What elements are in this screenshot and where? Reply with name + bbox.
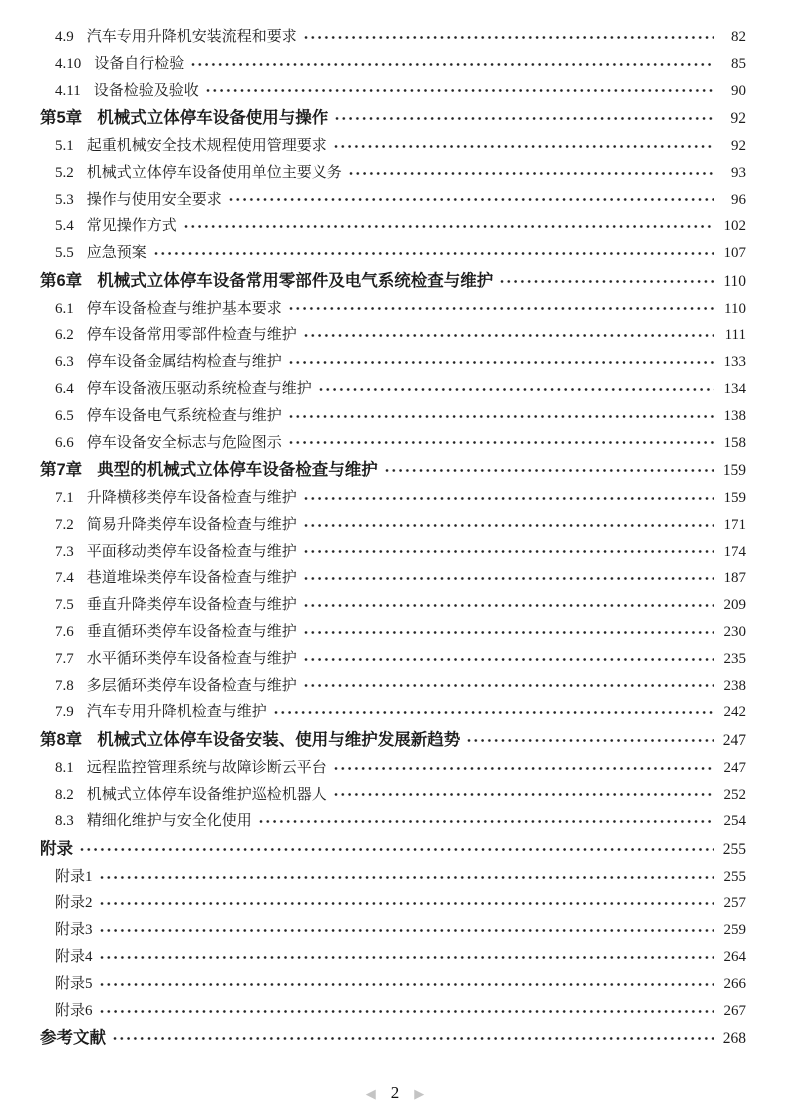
pagination xyxy=(0,1083,790,1103)
toc-entry-page: 209 xyxy=(723,597,746,614)
toc-entry-number: 7.2 xyxy=(55,516,74,533)
toc-entry-page: 247 xyxy=(722,732,746,750)
toc-entry-number: 6.3 xyxy=(55,354,74,371)
toc-entry-title: 常见操作方式 xyxy=(86,218,177,235)
toc-dot-leader xyxy=(303,628,714,637)
toc-list xyxy=(40,24,746,1053)
toc-entry-number: 8.3 xyxy=(55,813,74,830)
toc-dot-leader xyxy=(499,277,714,286)
toc-entry-title: 平面移动类停车设备检查与维护 xyxy=(86,543,297,560)
toc-entry-page: 257 xyxy=(723,895,746,912)
toc-entry-page: 102 xyxy=(723,218,746,235)
toc-dot-leader xyxy=(79,845,714,854)
toc-entry-title: 参考文献 xyxy=(40,1029,106,1048)
toc-entry-title: 精细化维护与安全化使用 xyxy=(86,813,252,830)
toc-entry-title: 停车设备金属结构检查与维护 xyxy=(86,354,282,371)
toc-entry-number: 7.6 xyxy=(55,623,74,640)
toc-entry-title: 附录6 xyxy=(55,1002,93,1019)
toc-entry xyxy=(40,78,746,105)
toc-entry-number: 8.2 xyxy=(55,786,74,803)
toc-entry-title: 附录4 xyxy=(55,949,93,966)
toc-entry-number: 7.4 xyxy=(55,570,74,587)
toc-dot-leader xyxy=(205,86,714,95)
toc-entry-number: 4.9 xyxy=(55,29,74,45)
toc-entry-number: 7.3 xyxy=(55,543,74,560)
toc-dot-leader xyxy=(303,601,714,610)
toc-entry-title: 机械式立体停车设备维护巡检机器人 xyxy=(86,786,327,803)
toc-entry-page: 107 xyxy=(723,245,746,262)
toc-entry xyxy=(40,835,746,864)
toc-entry-page: 92 xyxy=(730,110,746,128)
toc-entry-title: 附录2 xyxy=(55,895,93,912)
toc-dot-leader xyxy=(258,817,714,826)
toc-dot-leader xyxy=(333,764,714,773)
toc-entry-number: 7.8 xyxy=(55,677,74,694)
toc-dot-leader xyxy=(303,521,714,530)
toc-entry-title: 附录1 xyxy=(55,868,93,885)
toc-entry-title: 停车设备安全标志与危险图示 xyxy=(86,434,282,451)
toc-entry xyxy=(40,673,746,700)
toc-entry-page: 90 xyxy=(731,82,746,99)
toc-entry xyxy=(40,485,746,512)
toc-entry xyxy=(40,512,746,539)
toc-entry-title: 汽车专用升降机安装流程和要求 xyxy=(86,29,297,45)
toc-entry-page: 96 xyxy=(731,191,746,208)
toc-entry-page: 247 xyxy=(723,759,746,776)
toc-dot-leader xyxy=(318,385,714,394)
toc-entry-number: 6.6 xyxy=(55,434,74,451)
toc-entry xyxy=(40,619,746,646)
toc-dot-leader xyxy=(303,33,714,42)
toc-entry-number: 4.11 xyxy=(55,82,81,99)
toc-entry xyxy=(40,187,746,214)
toc-entry xyxy=(40,349,746,376)
toc-entry-title: 设备自行检验 xyxy=(94,55,185,72)
toc-entry xyxy=(40,160,746,187)
toc-dot-leader xyxy=(99,1007,714,1016)
toc-entry-page: 138 xyxy=(723,407,746,424)
toc-entry-page: 267 xyxy=(723,1002,746,1019)
toc-entry-page: 159 xyxy=(723,489,746,506)
toc-entry-number: 7.1 xyxy=(55,489,74,506)
toc-dot-leader xyxy=(99,899,714,908)
toc-entry-page: 238 xyxy=(723,677,746,694)
toc-entry-page: 110 xyxy=(723,272,746,290)
toc-entry-page: 93 xyxy=(731,164,746,181)
toc-entry-title: 机械式立体停车设备使用与操作 xyxy=(97,109,329,128)
toc-entry-page: 171 xyxy=(723,516,746,533)
toc-entry-title: 升降横移类停车设备检查与维护 xyxy=(86,489,297,506)
toc-dot-leader xyxy=(384,466,714,475)
toc-entry-title: 垂直升降类停车设备检查与维护 xyxy=(86,597,297,614)
toc-dot-leader xyxy=(99,926,714,935)
toc-entry-title: 起重机械安全技术规程使用管理要求 xyxy=(86,137,327,154)
toc-entry xyxy=(40,726,746,755)
toc-dot-leader xyxy=(303,681,714,690)
toc-entry-title: 机械式立体停车设备常用零部件及电气系统检查与维护 xyxy=(97,271,494,290)
toc-entry-title: 典型的机械式立体停车设备检查与维护 xyxy=(97,461,378,480)
toc-entry-title: 机械式立体停车设备使用单位主要义务 xyxy=(86,164,342,181)
toc-entry xyxy=(40,944,746,971)
toc-entry-number: 第7章 xyxy=(40,461,83,480)
toc-entry-title: 应急预案 xyxy=(86,245,147,262)
toc-entry-title: 停车设备常用零部件检查与维护 xyxy=(86,327,297,344)
toc-entry-page: 159 xyxy=(722,462,746,480)
toc-entry-page: 134 xyxy=(723,380,746,397)
toc-entry-title: 机械式立体停车设备安装、使用与维护发展新趋势 xyxy=(97,731,461,750)
toc-dot-leader xyxy=(99,873,714,882)
toc-entry xyxy=(40,646,746,673)
toc-entry-page: 235 xyxy=(723,650,746,667)
toc-entry-title: 停车设备电气系统检查与维护 xyxy=(86,407,282,424)
toc-entry xyxy=(40,133,746,160)
toc-entry-title: 附录5 xyxy=(55,975,93,992)
toc-dot-leader xyxy=(333,790,714,799)
toc-entry-page: 85 xyxy=(731,55,746,72)
toc-dot-leader xyxy=(303,574,714,583)
toc-dot-leader xyxy=(288,412,714,421)
toc-entry-page: 111 xyxy=(724,327,746,344)
toc-entry-number: 5.1 xyxy=(55,137,74,154)
toc-entry-page: 82 xyxy=(731,29,746,45)
toc-entry xyxy=(40,24,746,51)
toc-dot-leader xyxy=(303,331,714,340)
toc-entry xyxy=(40,971,746,998)
toc-entry xyxy=(40,539,746,566)
toc-entry-title: 远程监控管理系统与故障诊断云平台 xyxy=(86,759,327,776)
toc-entry-number: 5.4 xyxy=(55,218,74,235)
toc-entry-title: 停车设备检查与维护基本要求 xyxy=(86,300,282,317)
toc-entry-number: 7.7 xyxy=(55,650,74,667)
toc-entry-title: 附录 xyxy=(40,840,73,859)
toc-entry xyxy=(40,782,746,809)
toc-entry xyxy=(40,376,746,403)
toc-entry xyxy=(40,917,746,944)
toc-entry-number: 第6章 xyxy=(40,271,83,290)
toc-entry-page: 259 xyxy=(723,922,746,939)
toc-entry-number: 6.2 xyxy=(55,327,74,344)
toc-entry xyxy=(40,565,746,592)
toc-dot-leader xyxy=(303,547,714,556)
toc-entry-page: 187 xyxy=(723,570,746,587)
toc-dot-leader xyxy=(99,980,714,989)
toc-entry xyxy=(40,296,746,323)
toc-entry xyxy=(40,322,746,349)
current-page-number: 2 xyxy=(390,1083,400,1102)
toc-entry-page: 254 xyxy=(723,813,746,830)
toc-entry xyxy=(40,104,746,133)
toc-entry xyxy=(40,213,746,240)
toc-entry xyxy=(40,456,746,485)
toc-dot-leader xyxy=(288,438,714,447)
toc-dot-leader xyxy=(334,114,714,123)
toc-entry-number: 5.3 xyxy=(55,191,74,208)
toc-dot-leader xyxy=(112,1034,714,1043)
toc-entry xyxy=(40,240,746,267)
toc-entry xyxy=(40,51,746,78)
toc-entry-title: 巷道堆垛类停车设备检查与维护 xyxy=(86,570,297,587)
toc-entry-page: 110 xyxy=(724,300,746,317)
toc-entry xyxy=(40,890,746,917)
toc-entry-number: 7.9 xyxy=(55,704,74,721)
toc-entry xyxy=(40,864,746,891)
toc-entry-number: 5.2 xyxy=(55,164,74,181)
toc-dot-leader xyxy=(348,169,714,178)
toc-entry-page: 268 xyxy=(722,1030,746,1048)
toc-entry xyxy=(40,808,746,835)
toc-entry-page: 264 xyxy=(723,949,746,966)
toc-entry xyxy=(40,403,746,430)
toc-entry-number: 7.5 xyxy=(55,597,74,614)
toc-entry-title: 操作与使用安全要求 xyxy=(86,191,222,208)
toc-dot-leader xyxy=(303,494,714,503)
toc-entry-title: 垂直循环类停车设备检查与维护 xyxy=(86,623,297,640)
toc-entry-title: 汽车专用升降机检查与维护 xyxy=(86,704,267,721)
toc-entry-number: 6.5 xyxy=(55,407,74,424)
toc-dot-leader xyxy=(190,60,714,69)
next-page-icon[interactable]: ▶ xyxy=(414,1085,425,1101)
toc-entry-page: 230 xyxy=(723,623,746,640)
toc-entry-number: 6.4 xyxy=(55,380,74,397)
toc-dot-leader xyxy=(288,358,714,367)
toc-entry-title: 停车设备液压驱动系统检查与维护 xyxy=(86,380,312,397)
toc-entry-number: 5.5 xyxy=(55,245,74,262)
toc-entry xyxy=(40,1024,746,1053)
toc-entry-page: 255 xyxy=(723,868,746,885)
toc-entry-page: 92 xyxy=(731,137,746,154)
toc-dot-leader xyxy=(288,304,714,313)
toc-entry-page: 158 xyxy=(723,434,746,451)
toc-entry-number: 6.1 xyxy=(55,300,74,317)
prev-page-icon[interactable]: ◀ xyxy=(365,1085,376,1101)
toc-entry-page: 242 xyxy=(723,704,746,721)
toc-dot-leader xyxy=(228,195,714,204)
toc-entry-page: 252 xyxy=(723,786,746,803)
toc-entry xyxy=(40,998,746,1025)
toc-entry xyxy=(40,592,746,619)
toc-entry-page: 255 xyxy=(722,841,746,859)
toc-entry-title: 简易升降类停车设备检查与维护 xyxy=(86,516,297,533)
toc-dot-leader xyxy=(183,222,714,231)
toc-entry-page: 174 xyxy=(723,543,746,560)
toc-dot-leader xyxy=(333,142,714,151)
toc-dot-leader xyxy=(303,655,714,664)
toc-entry xyxy=(40,267,746,296)
toc-entry-number: 8.1 xyxy=(55,759,74,776)
toc-dot-leader xyxy=(153,249,714,258)
toc-entry-number: 第8章 xyxy=(40,731,83,750)
toc-entry xyxy=(40,699,746,726)
toc-dot-leader xyxy=(273,708,714,717)
toc-entry-title: 设备检验及验收 xyxy=(93,82,199,99)
toc-dot-leader xyxy=(466,736,714,745)
toc-dot-leader xyxy=(99,953,714,962)
toc-entry-title: 多层循环类停车设备检查与维护 xyxy=(86,677,297,694)
toc-entry-title: 附录3 xyxy=(55,922,93,939)
toc-entry xyxy=(40,430,746,457)
toc-entry xyxy=(40,755,746,782)
toc-entry-number: 4.10 xyxy=(55,55,82,72)
toc-entry-page: 266 xyxy=(723,975,746,992)
toc-entry-number: 第5章 xyxy=(40,109,83,128)
toc-entry-title: 水平循环类停车设备检查与维护 xyxy=(86,650,297,667)
toc-entry-page: 133 xyxy=(723,354,746,371)
